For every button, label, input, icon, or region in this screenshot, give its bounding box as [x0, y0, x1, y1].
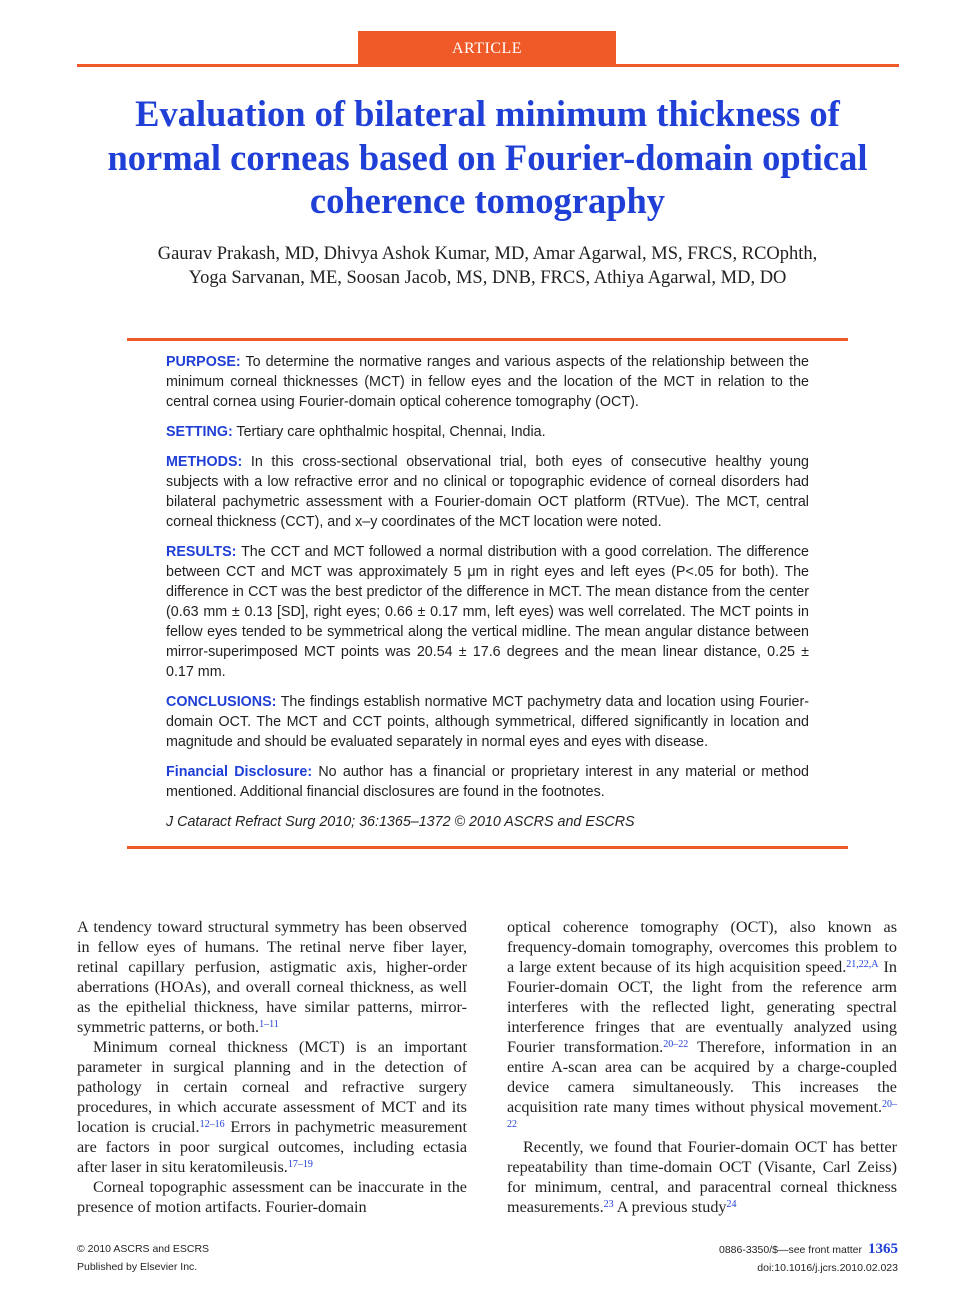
footer-copyright: © 2010 ASCRS and ESCRS [77, 1243, 210, 1255]
abstract-results-label: RESULTS: [166, 544, 237, 560]
paragraph-text: A previous study [613, 1198, 727, 1216]
reference-link[interactable]: 23 [603, 1199, 614, 1210]
body-paragraph-4 [507, 917, 897, 1137]
article-title: Evaluation of bilateral minimum thickness of normal corneas based on Fourier-domain optical coherence tomography [107, 93, 868, 221]
reference-link[interactable]: 17–19 [287, 1159, 313, 1170]
footer-publisher: Published by Elsevier Inc. [77, 1261, 198, 1273]
abstract-disclosure-text: No author has a financial or proprietary interest in any material or method mentioned. Additional financial disclosures are found in the footnotes. [166, 764, 809, 800]
body-paragraph-5 [507, 1137, 897, 1217]
paragraph-text: Errors in pachymetric measurement are factors in poor surgical outcomes, including ectasia after laser in situ keratomileusis. [77, 1118, 467, 1176]
paragraph-text: A tendency toward structural symmetry has been observed in fellow eyes of humans. The retinal nerve fiber layer, retinal capillary perfusion, astigmatic axis, higher-order aberrations (HOAs), and overall corneal thickness, as well as the epithelial thickness, have similar patterns, mirror-symmetric patterns, or both. [77, 918, 467, 1036]
reference-link[interactable]: 12–16 [199, 1119, 225, 1130]
reference-link[interactable]: 20–22 [663, 1039, 689, 1050]
abstract-conclusions [166, 692, 809, 752]
abstract-rule-bottom [127, 846, 848, 849]
paragraph-text: optical coherence tomography (OCT), also known as frequency-domain tomography, overcomes this problem to a large extent because of its high acquisition speed. [507, 918, 897, 976]
abstract-setting-label: SETTING: [166, 424, 233, 440]
abstract-purpose [166, 352, 809, 412]
abstract-rule-top [127, 338, 848, 341]
reference-link[interactable]: 20–22 [507, 1099, 897, 1130]
footer-issn: 0886-3350/$—see front matter [718, 1244, 862, 1256]
abstract-conclusions-label: CONCLUSIONS: [166, 694, 277, 710]
footer-left [77, 1240, 209, 1276]
reference-link[interactable]: 1–11 [259, 1019, 279, 1030]
page-number: 1365 [868, 1241, 898, 1257]
body-column-left [77, 917, 467, 1217]
reference-link[interactable]: 24 [726, 1199, 737, 1210]
author-line-2: Yoga Sarvanan, ME, Soosan Jacob, MS, DNB, FRCS, Athiya Agarwal, MD, DO [188, 268, 787, 288]
journal-citation: J Cataract Refract Surg 2010; 36:1365–1372 © 2010 ASCRS and ESCRS [166, 814, 635, 830]
paragraph-text: Therefore, information in an entire A-scan area can be acquired by a charge-coupled device camera simultaneously. This increases the acquisition rate many times without physical movement. [507, 1038, 897, 1116]
reference-link[interactable]: 21,22,A [846, 959, 879, 970]
paragraph-text: Minimum corneal thickness (MCT) is an important parameter in surgical planning and in the detection of pathology in certain corneal and refractive surgery procedures, in which accurate assessment of MCT and its location is crucial. [77, 1038, 467, 1136]
abstract-results [166, 542, 809, 682]
footer-doi[interactable]: doi:10.1016/j.jcrs.2010.02.023 [757, 1262, 898, 1274]
abstract-purpose-text: To determine the normative ranges and various aspects of the relationship between the minimum corneal thicknesses (MCT) in fellow eyes and the location of the MCT in relation to the central cornea using Fourier-domain optical coherence tomography (OCT). [166, 354, 809, 410]
article-section-label: ARTICLE [358, 31, 616, 65]
abstract-results-text: The CCT and MCT followed a normal distribution with a good correlation. The difference between CCT and MCT was approximately 5 μm in right eyes and left eyes (P<.05 for both). The difference in CCT was the best predictor of the difference in MCT. The mean distance from the center (0.63 mm ± 0.13 [SD], right eyes; 0.66 ± 0.17 mm, left eyes) was well correlated. The MCT points in fellow eyes tended to be symmetrical along the vertical midline. The mean angular distance between mirror-superimposed MCT points was 20.54 ± 17.6 degrees and the mean linear distance, 0.25 ± 0.17 mm. [166, 544, 809, 680]
header-rule [77, 64, 899, 67]
footer-right [719, 1240, 898, 1277]
author-line-1: Gaurav Prakash, MD, Dhivya Ashok Kumar, MD, Amar Agarwal, MS, FRCS, RCOphth, [157, 244, 818, 264]
paragraph-text: Recently, we found that Fourier-domain OCT has better repeatability than time-domain OCT (Visante, Carl Zeiss) for minimum, central, and paracentral corneal thickness measurements. [507, 1138, 897, 1216]
abstract-setting [166, 422, 809, 442]
abstract-disclosure [166, 762, 809, 802]
author-list [100, 242, 875, 290]
body-paragraph-3 [77, 1177, 467, 1217]
abstract-setting-text: Tertiary care ophthalmic hospital, Chennai, India. [232, 424, 546, 440]
abstract-methods [166, 452, 809, 532]
abstract-methods-label: METHODS: [166, 454, 243, 470]
abstract-disclosure-label: Financial Disclosure: [166, 764, 313, 780]
paragraph-text: Corneal topographic assessment can be inaccurate in the presence of motion artifacts. Fourier-domain [77, 1178, 467, 1216]
paragraph-text: In Fourier-domain OCT, the light from the reference arm interferes with the reflected light, generating spectral interference fringes that are eventually analyzed using Fourier transformation. [507, 958, 897, 1056]
body-paragraph-2 [77, 1037, 467, 1177]
abstract [166, 352, 809, 842]
footer-issn-line [719, 1240, 898, 1259]
abstract-conclusions-text: The findings establish normative MCT pachymetry data and location using Fourier-domain OCT. The MCT and CCT points, although symmetrical, differed significantly in location and magnitude and should be evaluated separately in normal eyes and eyes with disease. [166, 694, 809, 750]
body-column-right [507, 917, 897, 1217]
abstract-methods-text: In this cross-sectional observational trial, both eyes of consecutive healthy young subjects with a low refractive error and no clinical or topographic evidence of corneal disorders had bilateral pachymetric assessment with a Fourier-domain OCT platform (RTVue). The MCT, central corneal thickness (CCT), and x–y coordinates of the MCT location were noted. [166, 454, 809, 530]
abstract-purpose-label: PURPOSE: [166, 354, 241, 370]
body-paragraph-1 [77, 917, 467, 1037]
